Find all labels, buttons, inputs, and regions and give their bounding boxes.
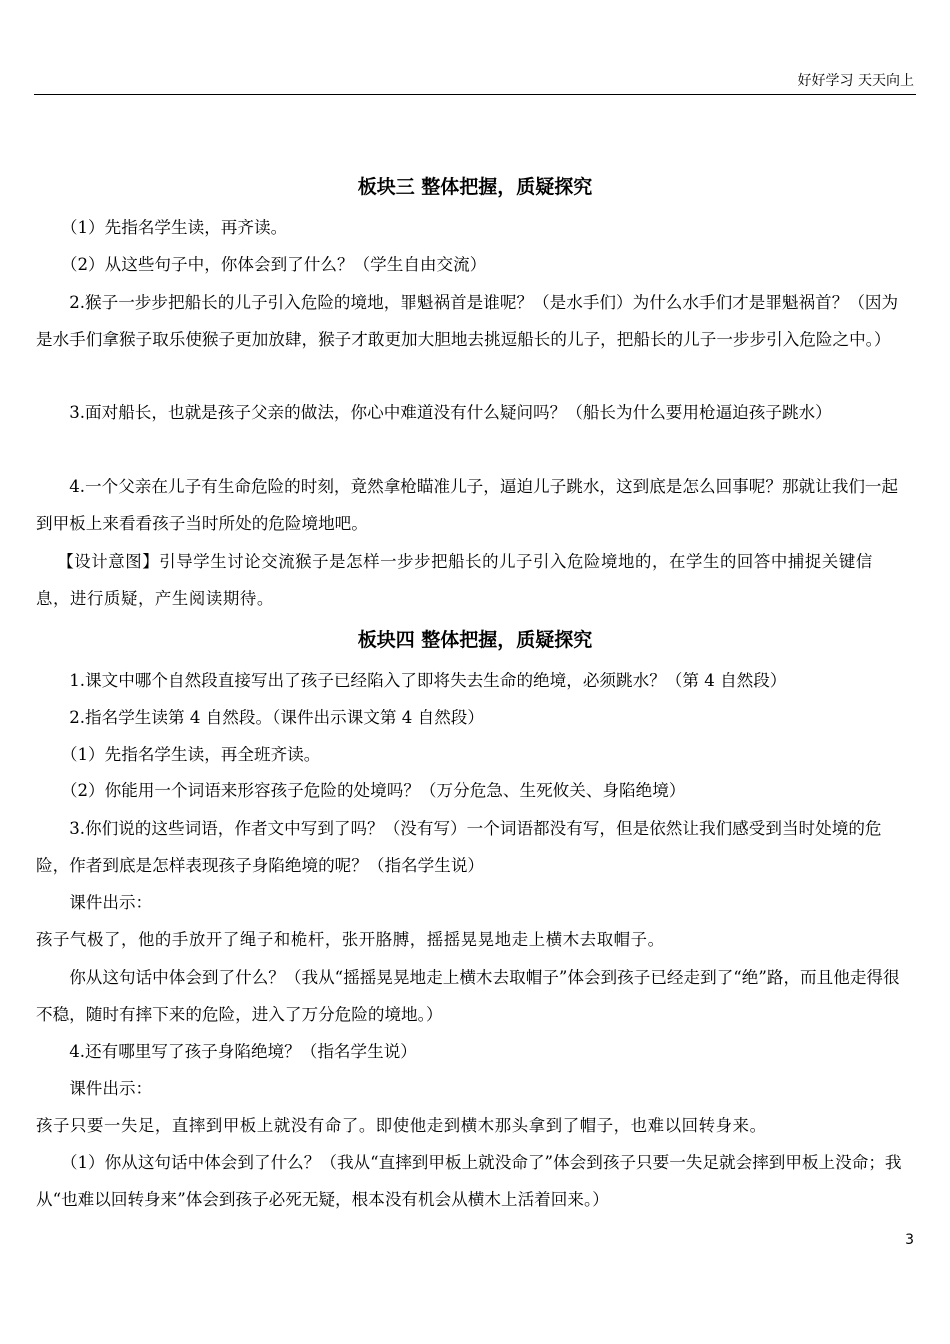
courseware-quote: 孩子气极了，他的手放开了绳子和桅杆，张开胳膊，摇摇晃晃地走上横木去取帽子。 bbox=[36, 930, 665, 949]
paragraph: （2）你能用一个词语来形容孩子危险的处境吗？（万分危急、生死攸关、身陷绝境） bbox=[60, 781, 686, 800]
paragraph: 课件出示： bbox=[69, 1079, 153, 1098]
paragraph: 课件出示： bbox=[69, 893, 153, 912]
design-intent: 【设计意图】引导学生讨论交流猴子是怎样一步步把船长的儿子引入危险境地的，在学生的回答中捕捉关键信息，进行质疑，产生阅读期待。 bbox=[36, 552, 873, 608]
paragraph: 你从这句话中体会到了什么？（我从“摇摇晃晃地走上横木去取帽子”体会到孩子已经走到了“绝”路，而且他走得很不稳，随时有摔下来的危险，进入了万分危险的境地。） bbox=[36, 968, 900, 1024]
page-number: 3 bbox=[905, 1232, 914, 1248]
section-heading-4: 板块四 整体把握，质疑探究 bbox=[357, 629, 593, 651]
paragraph: 3.你们说的这些词语，作者文中写到了吗？（没有写）一个词语都没有写，但是依然让我们感受到当时处境的危险，作者到底是怎样表现孩子身陷绝境的呢？（指名学生说） bbox=[36, 819, 882, 875]
paragraph: 1.课文中哪个自然段直接写出了孩子已经陷入了即将失去生命的绝境，必须跳水？（第 4 自然段） bbox=[69, 671, 787, 690]
header-motto: 好好学习 天天向上 bbox=[797, 73, 914, 89]
paragraph: 4.一个父亲在儿子有生命危险的时刻，竟然拿枪瞄准儿子，逼迫儿子跳水，这到底是怎么回事呢？那就让我们一起到甲板上来看看孩子当时所处的危险境地吧。 bbox=[36, 477, 899, 533]
paragraph: （1）你从这句话中体会到了什么？（我从“直摔到甲板上就没命了”体会到孩子只要一失足就会摔到甲板上没命；我从“也难以回转身来”体会到孩子必死无疑，根本没有机会从横木上活着回来。） bbox=[36, 1153, 902, 1209]
header-rule bbox=[34, 94, 916, 95]
paragraph: 2.猴子一步步把船长的儿子引入危险的境地，罪魁祸首是谁呢？（是水手们）为什么水手们才是罪魁祸首？（因为是水手们拿猴子取乐使猴子更加放肆，猴子才敢更加大胆地去挑逗船长的儿子，把船长的儿子一步步引入危险之中。） bbox=[36, 293, 899, 349]
section-heading-3: 板块三 整体把握，质疑探究 bbox=[357, 176, 593, 198]
paragraph: （1）先指名学生读，再全班齐读。 bbox=[60, 745, 321, 764]
paragraph: （2）从这些句子中，你体会到了什么？（学生自由交流） bbox=[60, 255, 487, 274]
courseware-quote: 孩子只要一失足，直摔到甲板上就没有命了。即使他走到横木那头拿到了帽子，也难以回转身来。 bbox=[36, 1116, 767, 1135]
paragraph: 3.面对船长，也就是孩子父亲的做法，你心中难道没有什么疑问吗？（船长为什么要用枪逼迫孩子跳水） bbox=[69, 403, 832, 422]
paragraph: 4.还有哪里写了孩子身陷绝境？（指名学生说） bbox=[69, 1042, 417, 1061]
paragraph: （1）先指名学生读，再齐读。 bbox=[60, 218, 288, 237]
paragraph: 2.指名学生读第 4 自然段。（课件出示课文第 4 自然段） bbox=[69, 708, 484, 727]
